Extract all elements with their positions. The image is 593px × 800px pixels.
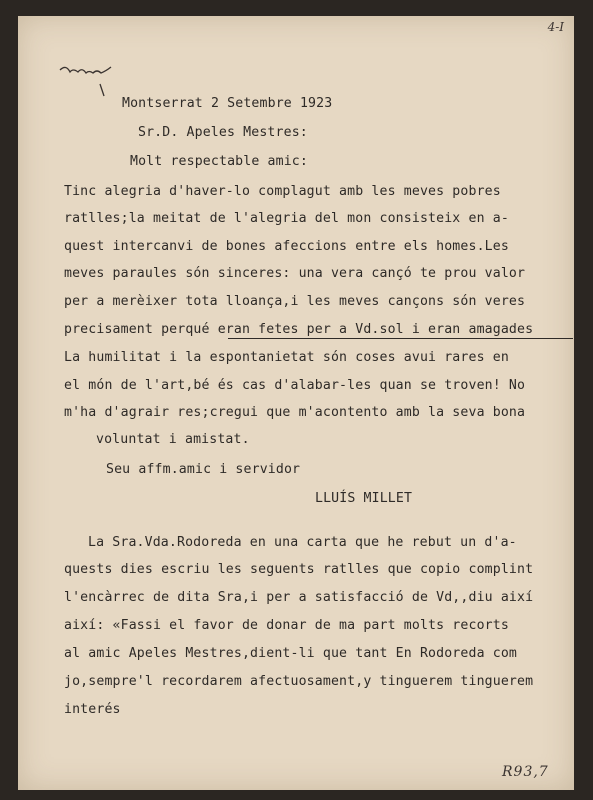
- place-date: Montserrat 2 Setembre 1923: [122, 96, 333, 111]
- body-line: per a merèixer tota lloança,i les meves cançons són veres: [64, 294, 526, 309]
- body-line: el món de l'art,bé és cas d'alabar-les quan se troven! No: [64, 378, 526, 393]
- postscript-line: així: «Fassi el favor de donar de ma part molts recorts: [64, 618, 509, 633]
- postscript-line: l'encàrrec de dita Sra,i per a satisfacció de Vd,,diu així: [64, 590, 534, 605]
- salutation: Molt respectable amic:: [130, 154, 308, 169]
- page-mark: 4-I: [547, 20, 564, 34]
- closing: Seu affm.amic i servidor: [106, 462, 301, 477]
- recipient: Sr.D. Apeles Mestres:: [138, 125, 308, 140]
- postscript-line: interés: [64, 702, 121, 717]
- postscript-line: La Sra.Vda.Rodoreda en una carta que he rebut un d'a-: [88, 535, 517, 550]
- signature: LLUÍS MILLET: [315, 491, 413, 506]
- letter-sheet: [18, 16, 574, 790]
- body-line: voluntat i amistat.: [96, 432, 250, 447]
- archive-reference: R93,7: [502, 764, 549, 780]
- postscript-line: al amic Apeles Mestres,dient-li que tant En Rodoreda com: [64, 646, 518, 661]
- body-line: m'ha d'agrair res;cregui que m'acontento amb la seva bona: [64, 405, 526, 420]
- body-line: quest intercanvi de bones afeccions entre els homes.Les: [64, 239, 509, 254]
- underline-mark: [228, 338, 573, 339]
- postscript-line: jo,sempre'l recordarem afectuosament,y tinguerem tinguerem: [64, 674, 534, 689]
- body-line: Tinc alegria d'haver-lo complagut amb les meves pobres: [64, 184, 501, 199]
- postscript-line: quests dies escriu les seguents ratlles que copio complint: [64, 562, 534, 577]
- body-line: precisament perqué eran fetes per a Vd.sol i eran amagades: [64, 322, 534, 337]
- body-line: La humilitat i la espontanietat són coses avui rares en: [64, 350, 509, 365]
- body-line: ratlles;la meitat de l'alegria del mon consisteix en a-: [64, 211, 509, 226]
- body-line: meves paraules són sinceres: una vera cançó te prou valor: [64, 266, 526, 281]
